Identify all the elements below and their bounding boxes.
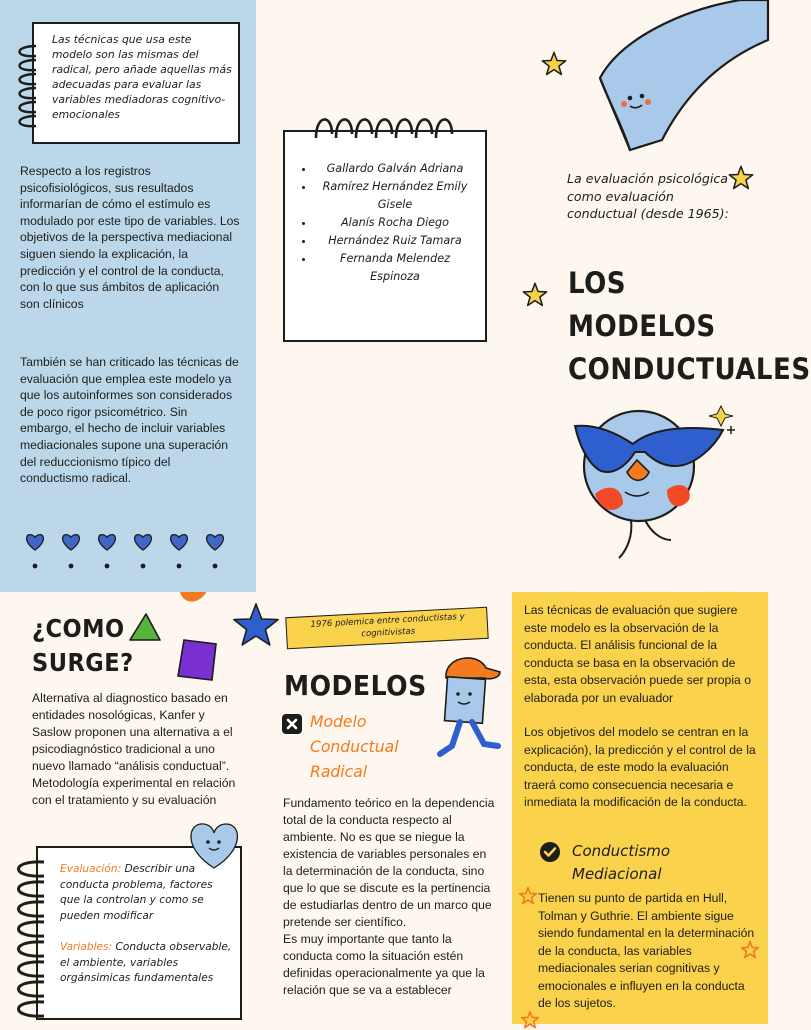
author-item: • Alanís Rocha Diego — [315, 214, 485, 232]
arm-character-icon — [590, 0, 768, 150]
spiral-binding-icon — [10, 40, 46, 136]
author-item: • Gallardo Galván Adriana — [315, 160, 485, 178]
heart-icons — [22, 530, 238, 572]
author-item: • Fernanda Melendez Espinoza — [315, 250, 485, 286]
conductismo-mediacional-heading — [572, 840, 670, 886]
como-surge-text: Alternativa al diagnostico basado en entidades nosológicas, Kanfer y Saslow proponen una alternativa a el psicodiagnóstico tradicional a uno nuevo llamado “análisis conductual”. Metodología experimental en relación con el tratamiento y su evaluación — [32, 691, 236, 807]
cover-title — [568, 262, 811, 391]
note-variables-label: Variables: — [60, 941, 113, 953]
subheading-line: Radical — [310, 763, 368, 781]
como-surge-heading-line: SURGE? — [32, 648, 134, 677]
author-item: • Hernández Ruiz Tamara — [315, 232, 485, 250]
note-evaluation-text: Describir una conducta problema, factores que la controlan y como se pueden modificar — [60, 863, 213, 922]
sticky-note-techniques — [32, 22, 240, 144]
authors-card — [283, 130, 487, 342]
cover-title-line: CONDUCTUALES — [568, 352, 811, 386]
yellow-paragraph-1: Las técnicas de evaluación que sugiere este modelo es la observación de la conducta. El análisis funcional de la conducta se basa en la observación de esta, esta observación puede ser propia o elaborada por un evaluador — [524, 603, 751, 705]
cover-title-line: LOS — [568, 266, 627, 300]
cover-intro: La evaluación psicológica como evaluación conductual (desde 1965): — [567, 171, 729, 221]
note-variables — [60, 940, 234, 987]
modelos-heading: MODELOS — [284, 669, 427, 702]
evaluation-note — [36, 846, 242, 1020]
note-variables-text: Conducta observable, el ambiente, variables orgánsimicas fundamentales — [60, 941, 232, 984]
coil-binding-icon — [310, 108, 458, 148]
authors-list — [285, 160, 485, 286]
check-heading-line: Mediacional — [572, 865, 662, 883]
star-outline-icon — [520, 1010, 540, 1030]
subheading-line: Conductual — [310, 738, 399, 756]
note-evaluation — [60, 862, 234, 924]
star-outline-icon — [518, 886, 538, 906]
star-icon — [521, 281, 549, 309]
note-techniques-text: Las técnicas que usa este modelo son las mismas del radical, pero añade aquellas más adecuadas para evaluar las variables mediadoras cognitivo-emocionales — [52, 33, 232, 121]
subheading-line: Modelo — [310, 713, 367, 731]
modelo-radical-subheading — [310, 710, 399, 785]
cover-title-line: MODELOS — [568, 309, 716, 343]
spring-binding-icon — [10, 856, 54, 1024]
note-evaluation-label: Evaluación: — [60, 863, 122, 875]
sunglasses-character-icon — [575, 396, 745, 564]
yellow-paragraph-2: Los objetivos del modelo se centran en la explicación), la predicción y el control de la conducta, de este modo la evaluación traerá como consecuencia necesaria e inmediata la modificación de la conducta. — [524, 725, 756, 809]
modelos-text: Fundamento teórico en la dependencia total de la conducta respecto al ambiente. No es que se niegue la existencia de variables personales en la determinación de la conducta, sino que lo que se discute es la pertinencia de estudiarlas dentro de un marco que pretende ser científico. Es muy importante que tanto la conducta como la situación estén definidas operacionalmente ya que la relación que se va a establecer — [283, 796, 495, 997]
blue-paragraph-1: Respecto a los registros psicofisiológicos, sus resultados informarían de cómo el estímulo es modulado por este tipo de variables. Los objetivos de la perspectiva mediacional siguen siendo la explicación, la predicción y el control de la conducta, con lo que sus ámbitos de aplicación son clínicos — [20, 164, 240, 311]
close-box-icon — [282, 714, 302, 734]
check-heading-line: Conductismo — [572, 842, 671, 860]
como-surge-heading — [32, 612, 134, 680]
como-surge-heading-line: ¿COMO — [32, 614, 125, 643]
author-item: • Ramírez Hernández Emily Gisele — [315, 178, 485, 214]
check-circle-icon — [539, 841, 561, 863]
heart-character-icon — [186, 820, 242, 870]
shapes-decoration-icon — [120, 592, 288, 688]
blue-paragraph-2: También se han criticado las técnicas de evaluación que emplea este modelo ya que los autoinformes son considerados de poco rigor psicométrico. Sin embargo, el hecho de incluir variables mediacionales supone una superación del reduccionismo típico del conductismo radical. — [20, 355, 239, 486]
star-icon — [540, 50, 568, 78]
yellow-paragraph-3: Tienen su punto de partida en Hull, Tolman y Guthrie. El ambiente sigue siendo fundamental en la determinación de la conducta, las variables mediacionales serian cognitivas y emocionales e influyen en la conducta de los sujetos. — [538, 891, 755, 1010]
heart-row — [22, 530, 242, 576]
box-character-icon — [430, 650, 512, 768]
polemic-banner-text: 1976 polemica entre conductistas y cognitivistas — [310, 611, 465, 640]
